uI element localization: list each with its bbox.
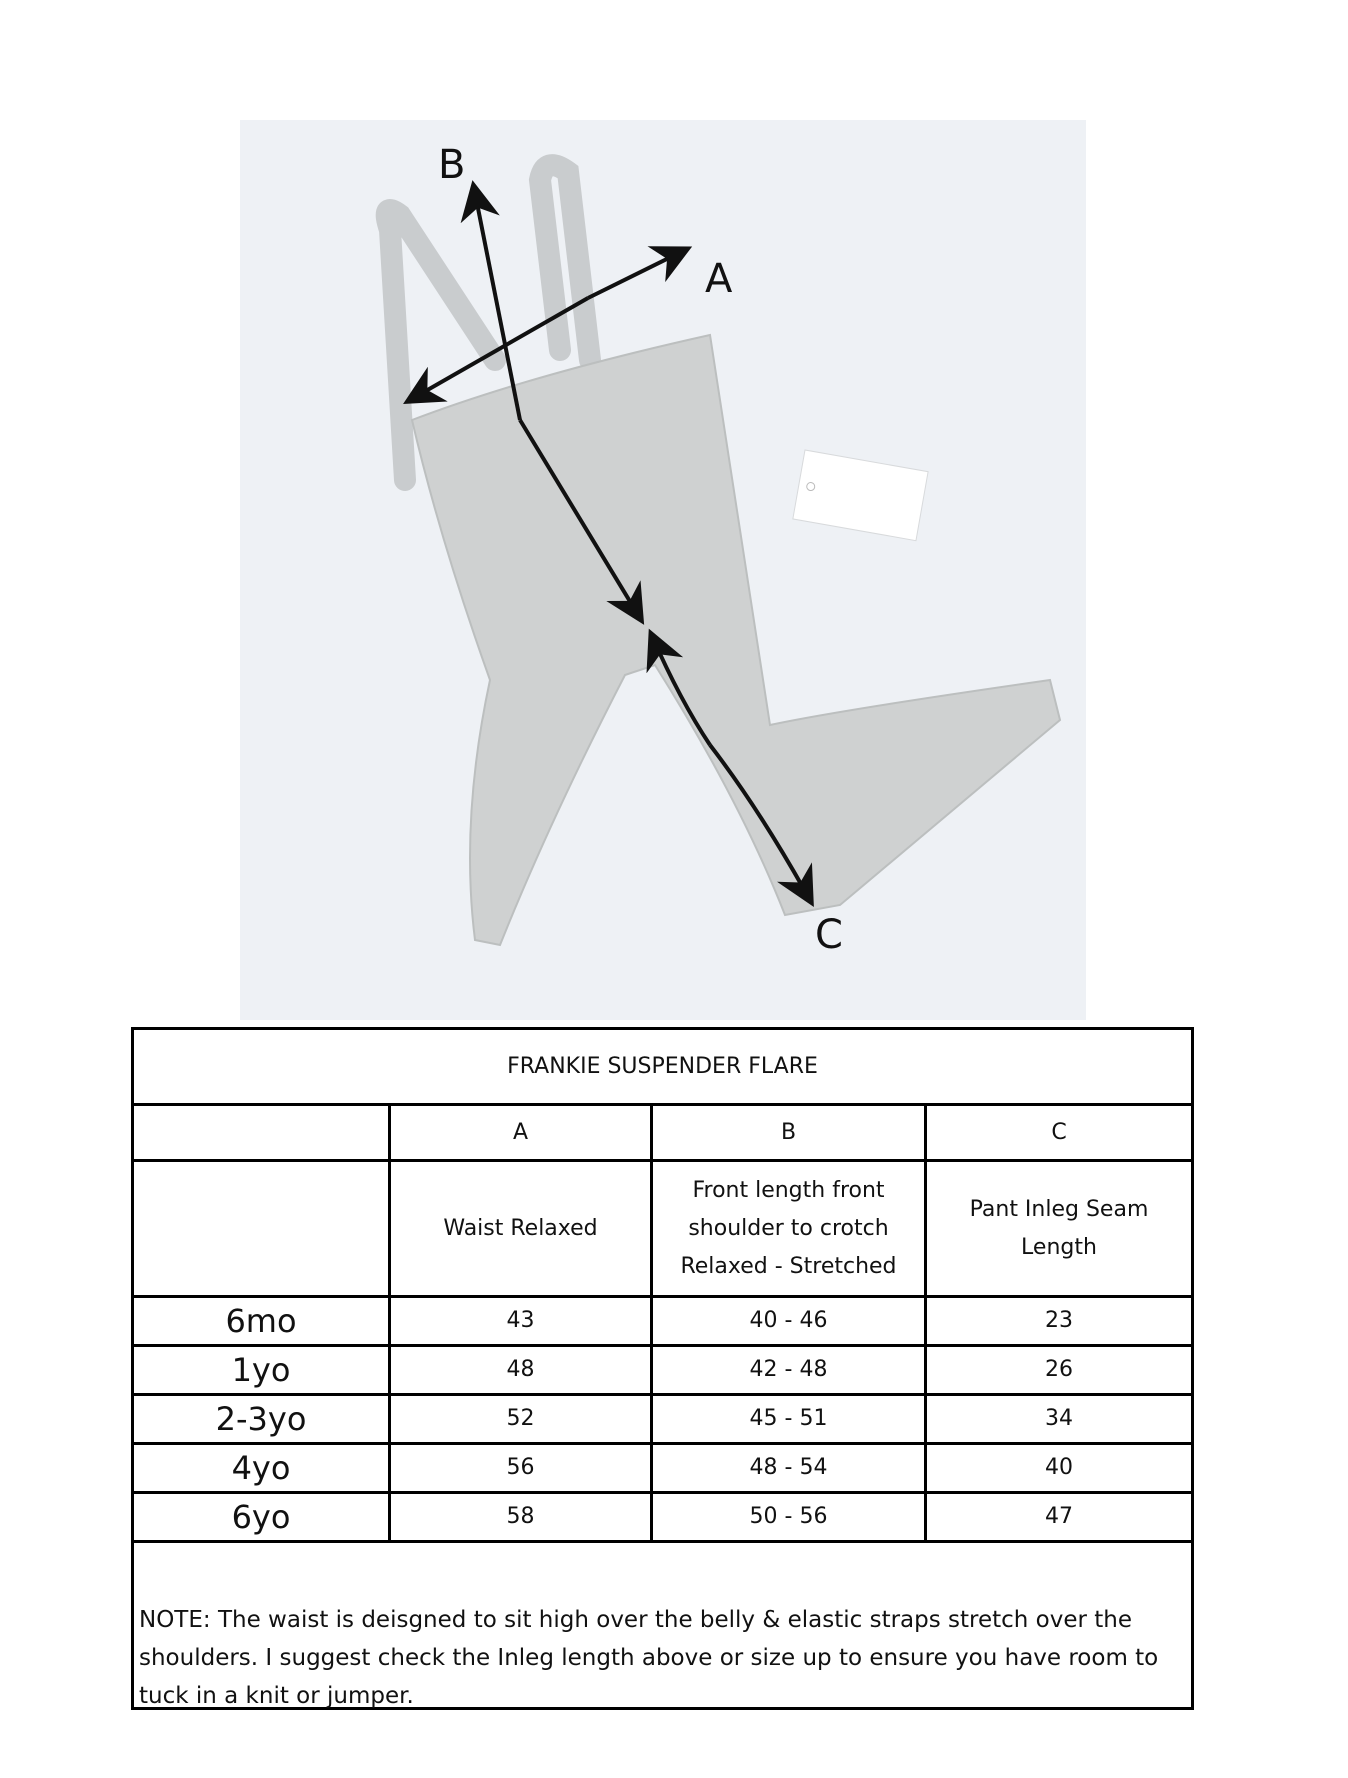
value-c: 23 bbox=[1045, 1308, 1073, 1333]
arrow-b bbox=[474, 188, 520, 420]
size-label: 4yo bbox=[134, 1445, 391, 1491]
value-b: 42 - 48 bbox=[653, 1347, 927, 1393]
description-waist: Waist Relaxed bbox=[391, 1162, 653, 1295]
suspender-strap-right bbox=[540, 165, 590, 360]
value-b: 50 - 56 bbox=[653, 1494, 927, 1540]
value-c: 34 bbox=[1045, 1406, 1073, 1431]
table-row bbox=[134, 1396, 1191, 1445]
value-a: 58 bbox=[391, 1494, 653, 1540]
value-a: 52 bbox=[391, 1396, 653, 1442]
header-cell-b: B bbox=[653, 1106, 927, 1159]
size-label: 2-3yo bbox=[134, 1396, 391, 1442]
value-b: 40 - 46 bbox=[653, 1298, 927, 1344]
table-title: FRANKIE SUSPENDER FLARE bbox=[134, 1030, 1191, 1106]
header-cell-a: A bbox=[391, 1106, 653, 1159]
size-label: 6mo bbox=[134, 1298, 391, 1344]
label-b: B bbox=[438, 142, 466, 188]
size-label: 1yo bbox=[134, 1347, 391, 1393]
value-a: 43 bbox=[391, 1298, 653, 1344]
description-row bbox=[134, 1162, 1191, 1298]
value-c: 40 bbox=[1045, 1455, 1073, 1480]
description-front-length: Front length front shoulder to crotch Relaxed - Stretched bbox=[653, 1162, 927, 1295]
table-row bbox=[134, 1445, 1191, 1494]
description-cell-empty bbox=[134, 1162, 391, 1295]
pants-body bbox=[412, 335, 1060, 945]
product-photo bbox=[240, 120, 1086, 1020]
value-a: 48 bbox=[391, 1347, 653, 1393]
value-b: 48 - 54 bbox=[653, 1445, 927, 1491]
table-row bbox=[134, 1494, 1191, 1543]
measurement-diagram bbox=[240, 120, 1086, 1020]
table-row bbox=[134, 1298, 1191, 1347]
size-chart-table bbox=[131, 1027, 1194, 1710]
header-cell-empty bbox=[134, 1106, 391, 1159]
description-inleg: Pant Inleg Seam Length bbox=[969, 1196, 1149, 1260]
hang-tag bbox=[793, 450, 928, 541]
label-a: A bbox=[705, 256, 733, 302]
table-row bbox=[134, 1347, 1191, 1396]
value-c: 47 bbox=[1045, 1504, 1073, 1529]
value-b: 45 - 51 bbox=[653, 1396, 927, 1442]
fit-note: NOTE: The waist is deisgned to sit high over the belly & elastic straps stretch over the shoulders. I suggest check the Inleg length above or size up to ensure you have room to tuck in a knit or jumper. bbox=[139, 1607, 1159, 1709]
value-c: 26 bbox=[1045, 1357, 1073, 1382]
header-cell-c: C bbox=[1051, 1119, 1067, 1145]
label-c: C bbox=[815, 912, 843, 958]
column-header-row bbox=[134, 1106, 1191, 1162]
value-a: 56 bbox=[391, 1445, 653, 1491]
size-label: 6yo bbox=[134, 1494, 391, 1540]
